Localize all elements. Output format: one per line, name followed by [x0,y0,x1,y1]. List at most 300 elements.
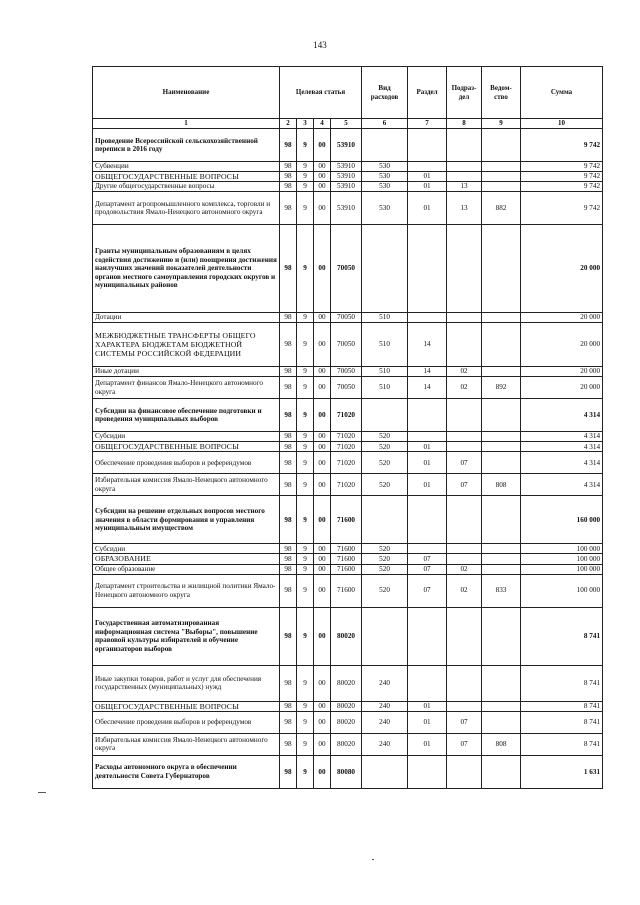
row-code-cell: 9 [297,399,314,432]
row-code-cell: 01 [408,452,447,474]
header-expense-type: Вид расходов [362,67,408,119]
row-code-cell: 9 [297,701,314,711]
row-code-cell: 520 [362,452,408,474]
row-code-cell: 510 [362,323,408,367]
row-code-cell [447,701,482,711]
row-code-cell: 71020 [331,432,362,442]
row-code-cell [447,544,482,554]
column-number: 1 [93,119,280,129]
row-code-cell [482,711,521,733]
row-code-cell [408,496,447,544]
row-code-cell: 98 [280,162,297,172]
row-code-cell: 00 [314,377,331,399]
row-code-cell: 00 [314,225,331,313]
row-name-cell: Субсидии на решение отдельных вопросов местного значения в области формирования и управления муниципальным имуществом [93,496,280,544]
column-number: 10 [521,119,603,129]
row-code-cell: 01 [408,474,447,496]
row-code-cell [447,607,482,665]
table-row [93,442,603,452]
row-code-cell [362,496,408,544]
row-code-cell: 13 [447,182,482,192]
row-name-cell: Департамент строительства и жилищной политики Ямало-Ненецкого автономного округа [93,574,280,607]
header-section: Раздел [408,67,447,119]
row-code-cell: 70050 [331,323,362,367]
row-code-cell: 02 [447,564,482,574]
row-code-cell: 07 [447,733,482,755]
row-code-cell: 530 [362,162,408,172]
row-code-cell: 98 [280,733,297,755]
row-code-cell: 00 [314,192,331,225]
table-row [93,701,603,711]
table-row [93,711,603,733]
row-code-cell: 9 [297,225,314,313]
row-code-cell [362,755,408,788]
row-code-cell: 01 [408,442,447,452]
column-number: 2 [280,119,297,129]
table-row [93,162,603,172]
row-code-cell: 00 [314,711,331,733]
row-code-cell [482,182,521,192]
row-code-cell: 98 [280,192,297,225]
budget-table [92,66,603,789]
row-sum-cell: 9 742 [521,192,603,225]
table-row [93,544,603,554]
row-code-cell [408,313,447,323]
column-number: 7 [408,119,447,129]
row-sum-cell: 1 631 [521,755,603,788]
row-sum-cell: 4 314 [521,442,603,452]
row-name-cell: ОБЩЕГОСУДАРСТВЕННЫЕ ВОПРОСЫ [93,701,280,711]
row-code-cell: 510 [362,367,408,377]
column-number: 9 [482,119,521,129]
row-code-cell: 9 [297,496,314,544]
row-code-cell: 240 [362,665,408,701]
row-sum-cell: 100 000 [521,564,603,574]
row-code-cell: 520 [362,544,408,554]
row-code-cell: 53910 [331,129,362,162]
row-name-cell: Проведение Всероссийской сельскохозяйственной переписи в 2016 году [93,129,280,162]
row-code-cell: 71020 [331,442,362,452]
row-code-cell: 9 [297,452,314,474]
column-number: 5 [331,119,362,129]
row-code-cell [447,496,482,544]
row-code-cell [447,313,482,323]
row-code-cell [362,399,408,432]
row-name-cell: Иные закупки товаров, работ и услуг для обеспечения государственных (муниципальных) нужд [93,665,280,701]
row-code-cell: 520 [362,554,408,564]
header-row [93,67,603,119]
row-name-cell: Избирательная комиссия Ямало-Ненецкого автономного округа [93,474,280,496]
row-sum-cell: 8 741 [521,711,603,733]
row-sum-cell: 100 000 [521,554,603,564]
row-code-cell: 00 [314,496,331,544]
row-code-cell: 9 [297,162,314,172]
row-code-cell [362,607,408,665]
row-code-cell [482,313,521,323]
row-code-cell [408,755,447,788]
row-code-cell: 71020 [331,474,362,496]
row-code-cell: 53910 [331,162,362,172]
row-code-cell: 01 [408,711,447,733]
table-row [93,129,603,162]
row-code-cell: 01 [408,733,447,755]
row-code-cell: 9 [297,172,314,182]
row-code-cell [408,399,447,432]
row-code-cell: 70050 [331,225,362,313]
row-code-cell [447,554,482,564]
row-code-cell: 520 [362,574,408,607]
row-name-cell: МЕЖБЮДЖЕТНЫЕ ТРАНСФЕРТЫ ОБЩЕГО ХАРАКТЕРА БЮДЖЕТАМ БЮДЖЕТНОЙ СИСТЕМЫ РОССИЙСКОЙ ФЕДЕРАЦИИ [93,323,280,367]
row-code-cell: 882 [482,192,521,225]
row-code-cell [482,442,521,452]
row-code-cell [447,172,482,182]
row-code-cell: 00 [314,172,331,182]
row-code-cell: 07 [408,564,447,574]
row-code-cell [447,432,482,442]
row-name-cell: Обеспечение проведения выборов и референдумов [93,711,280,733]
row-code-cell: 80080 [331,755,362,788]
row-code-cell [482,564,521,574]
row-code-cell [408,432,447,442]
row-code-cell: 01 [408,192,447,225]
row-code-cell: 9 [297,129,314,162]
row-code-cell: 13 [447,192,482,225]
table-row [93,474,603,496]
row-sum-cell: 4 314 [521,452,603,474]
row-code-cell: 240 [362,733,408,755]
row-code-cell: 00 [314,474,331,496]
row-code-cell: 00 [314,162,331,172]
row-code-cell: 00 [314,367,331,377]
header-department: Ведом-ство [482,67,521,119]
row-sum-cell: 8 741 [521,733,603,755]
row-name-cell: Избирательная комиссия Ямало-Ненецкого автономного округа [93,733,280,755]
row-sum-cell: 100 000 [521,544,603,554]
row-code-cell: 71020 [331,452,362,474]
row-code-cell: 71600 [331,564,362,574]
row-code-cell: 80020 [331,607,362,665]
row-name-cell: Иные дотации [93,367,280,377]
column-number: 6 [362,119,408,129]
row-code-cell: 98 [280,172,297,182]
row-code-cell: 01 [408,701,447,711]
row-code-cell: 98 [280,313,297,323]
row-sum-cell: 100 000 [521,574,603,607]
row-name-cell: ОБЩЕГОСУДАРСТВЕННЫЕ ВОПРОСЫ [93,172,280,182]
row-code-cell: 71600 [331,496,362,544]
table-row [93,172,603,182]
row-code-cell: 00 [314,564,331,574]
row-name-cell: Субсидии [93,432,280,442]
row-code-cell: 98 [280,182,297,192]
row-code-cell: 71020 [331,399,362,432]
row-code-cell: 520 [362,564,408,574]
table-row [93,733,603,755]
row-code-cell [362,225,408,313]
row-sum-cell: 8 741 [521,701,603,711]
row-code-cell [482,701,521,711]
row-code-cell: 53910 [331,182,362,192]
row-code-cell: 00 [314,701,331,711]
row-code-cell: 520 [362,474,408,496]
row-code-cell [482,544,521,554]
row-code-cell: 00 [314,665,331,701]
row-name-cell: Расходы автономного округа в обеспечении деятельности Совета Губернаторов [93,755,280,788]
row-code-cell: 98 [280,544,297,554]
row-sum-cell: 9 742 [521,129,603,162]
row-code-cell: 240 [362,701,408,711]
row-code-cell [482,755,521,788]
table-body [93,129,603,789]
table-row [93,225,603,313]
row-code-cell: 240 [362,711,408,733]
row-code-cell: 9 [297,574,314,607]
row-code-cell: 9 [297,733,314,755]
table-row [93,574,603,607]
row-code-cell [482,172,521,182]
row-code-cell: 9 [297,665,314,701]
row-code-cell: 98 [280,496,297,544]
row-code-cell: 70050 [331,367,362,377]
row-code-cell: 9 [297,607,314,665]
row-code-cell: 00 [314,544,331,554]
row-code-cell: 98 [280,607,297,665]
table-row [93,192,603,225]
row-code-cell [447,399,482,432]
row-name-cell: Другие общегосударственные вопросы [93,182,280,192]
row-name-cell: Субсидии [93,544,280,554]
row-code-cell: 02 [447,377,482,399]
row-code-cell [408,162,447,172]
row-code-cell: 98 [280,574,297,607]
row-code-cell: 98 [280,711,297,733]
row-code-cell: 02 [447,367,482,377]
row-code-cell: 14 [408,377,447,399]
row-code-cell: 9 [297,711,314,733]
row-code-cell: 98 [280,442,297,452]
row-code-cell: 00 [314,323,331,367]
row-sum-cell: 4 314 [521,474,603,496]
row-code-cell [482,607,521,665]
row-code-cell [447,323,482,367]
table-row [93,755,603,788]
column-number-row [93,119,603,129]
row-code-cell: 510 [362,377,408,399]
table-row [93,665,603,701]
row-code-cell [447,129,482,162]
row-code-cell: 9 [297,442,314,452]
row-code-cell: 9 [297,432,314,442]
row-code-cell [447,162,482,172]
row-code-cell: 14 [408,323,447,367]
row-code-cell: 892 [482,377,521,399]
row-code-cell [447,442,482,452]
row-code-cell: 98 [280,564,297,574]
page-number: 143 [313,40,327,50]
row-code-cell: 9 [297,377,314,399]
row-code-cell: 80020 [331,733,362,755]
row-code-cell [482,323,521,367]
row-code-cell: 520 [362,442,408,452]
row-code-cell [482,665,521,701]
row-code-cell: 53910 [331,192,362,225]
row-code-cell: 70050 [331,377,362,399]
margin-mark [38,792,46,793]
row-name-cell: ОБЩЕГОСУДАРСТВЕННЫЕ ВОПРОСЫ [93,442,280,452]
row-code-cell: 530 [362,182,408,192]
row-code-cell: 70050 [331,313,362,323]
row-code-cell: 80020 [331,665,362,701]
row-code-cell: 00 [314,755,331,788]
row-sum-cell: 9 742 [521,172,603,182]
row-code-cell: 9 [297,544,314,554]
row-code-cell: 00 [314,574,331,607]
row-code-cell: 98 [280,665,297,701]
row-code-cell: 530 [362,172,408,182]
row-code-cell: 00 [314,399,331,432]
row-code-cell: 71600 [331,574,362,607]
row-sum-cell: 20 000 [521,323,603,367]
row-code-cell [408,607,447,665]
row-code-cell [482,225,521,313]
row-name-cell: Дотации [93,313,280,323]
header-name: Наименование [93,67,280,119]
row-sum-cell: 9 742 [521,182,603,192]
row-code-cell: 00 [314,733,331,755]
row-code-cell: 808 [482,474,521,496]
table-row [93,554,603,564]
row-code-cell [447,665,482,701]
row-code-cell: 98 [280,755,297,788]
row-code-cell: 80020 [331,711,362,733]
row-code-cell [408,225,447,313]
row-code-cell: 98 [280,432,297,442]
row-sum-cell: 20 000 [521,367,603,377]
row-code-cell [482,162,521,172]
row-code-cell: 9 [297,564,314,574]
row-sum-cell: 8 741 [521,665,603,701]
row-code-cell: 98 [280,367,297,377]
row-code-cell: 00 [314,129,331,162]
row-code-cell: 98 [280,701,297,711]
column-number: 4 [314,119,331,129]
column-number: 3 [297,119,314,129]
row-code-cell: 00 [314,452,331,474]
row-name-cell: Общее образование [93,564,280,574]
row-code-cell: 00 [314,607,331,665]
row-code-cell: 833 [482,574,521,607]
row-name-cell: Государственная автоматизированная информационная система "Выборы", повышение правовой культуры избирателей и обучение организаторов выборов [93,607,280,665]
row-code-cell [482,432,521,442]
table-row [93,313,603,323]
row-code-cell: 00 [314,442,331,452]
row-code-cell: 07 [447,474,482,496]
row-code-cell: 520 [362,432,408,442]
row-code-cell: 00 [314,313,331,323]
row-sum-cell: 160 000 [521,496,603,544]
table-row [93,496,603,544]
row-code-cell: 98 [280,399,297,432]
row-code-cell: 9 [297,313,314,323]
row-code-cell: 01 [408,172,447,182]
table-row [93,367,603,377]
row-code-cell: 07 [408,554,447,564]
row-code-cell: 808 [482,733,521,755]
row-code-cell: 00 [314,554,331,564]
row-code-cell: 98 [280,323,297,367]
row-code-cell: 71600 [331,544,362,554]
row-sum-cell: 4 314 [521,432,603,442]
row-code-cell: 53910 [331,172,362,182]
row-name-cell: Департамент агропромышленного комплекса, торговли и продовольствия Ямало-Ненецкого автономного округа [93,192,280,225]
row-code-cell [408,544,447,554]
row-code-cell [482,452,521,474]
row-code-cell: 530 [362,192,408,225]
row-code-cell: 07 [447,452,482,474]
row-name-cell: ОБРАЗОВАНИЕ [93,554,280,564]
row-code-cell: 9 [297,192,314,225]
row-name-cell: Департамент финансов Ямало-Ненецкого автономного округа [93,377,280,399]
table-row [93,182,603,192]
row-sum-cell: 8 741 [521,607,603,665]
row-code-cell [447,225,482,313]
table-row [93,452,603,474]
row-code-cell [482,399,521,432]
row-code-cell [362,129,408,162]
table-row [93,564,603,574]
row-code-cell: 9 [297,182,314,192]
table-row [93,432,603,442]
row-code-cell: 07 [447,711,482,733]
row-sum-cell: 20 000 [521,225,603,313]
row-sum-cell: 4 314 [521,399,603,432]
row-code-cell [482,367,521,377]
row-code-cell: 9 [297,554,314,564]
row-code-cell [482,496,521,544]
header-sum: Сумма [521,67,603,119]
row-name-cell: Обеспечение проведения выборов и референдумов [93,452,280,474]
row-code-cell: 00 [314,432,331,442]
row-code-cell [408,665,447,701]
row-code-cell: 510 [362,313,408,323]
row-code-cell: 02 [447,574,482,607]
header-target-article: Целевая статья [280,67,362,119]
table-row [93,323,603,367]
row-code-cell: 14 [408,367,447,377]
row-sum-cell: 9 742 [521,162,603,172]
row-code-cell: 98 [280,377,297,399]
row-code-cell: 98 [280,554,297,564]
row-code-cell: 9 [297,474,314,496]
table-row [93,377,603,399]
row-code-cell: 07 [408,574,447,607]
row-sum-cell: 20 000 [521,313,603,323]
row-sum-cell: 20 000 [521,377,603,399]
row-code-cell: 9 [297,755,314,788]
row-code-cell: 98 [280,452,297,474]
table-row [93,607,603,665]
row-code-cell: 9 [297,367,314,377]
row-code-cell: 71600 [331,554,362,564]
row-code-cell [482,129,521,162]
row-code-cell: 9 [297,323,314,367]
column-number: 8 [447,119,482,129]
row-code-cell: 01 [408,182,447,192]
table-row [93,399,603,432]
row-name-cell: Субвенции [93,162,280,172]
row-code-cell [482,554,521,564]
row-name-cell: Субсидии на финансовое обеспечение подготовки и проведения муниципальных выборов [93,399,280,432]
